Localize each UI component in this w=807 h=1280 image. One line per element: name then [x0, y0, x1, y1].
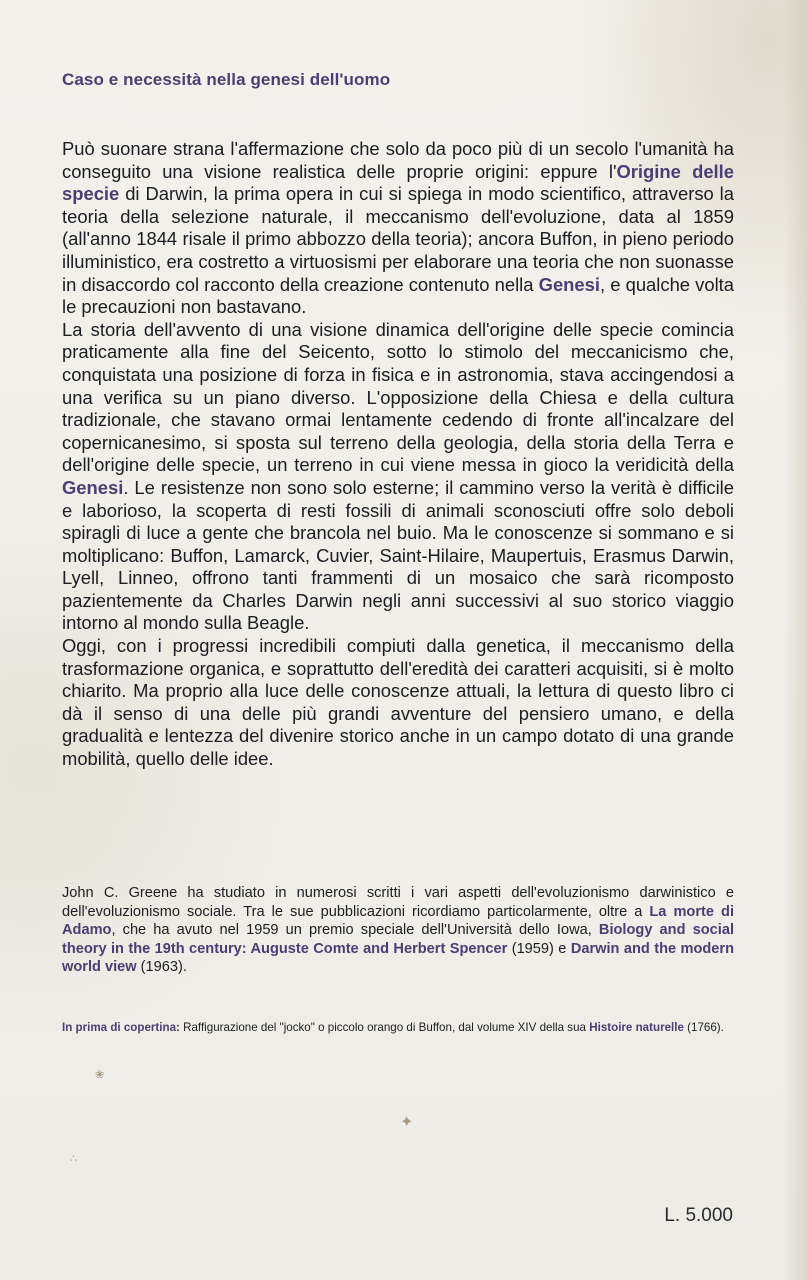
title-histoire-naturelle: Histoire naturelle	[589, 1021, 684, 1034]
blurb-text	[62, 138, 734, 771]
worn-edge	[783, 0, 807, 1280]
text-run: Raffigurazione del "jocko" o piccolo orango di Buffon, dal volume XIV della sua	[179, 1021, 590, 1034]
text-run: John C. Greene ha studiato in numerosi scritti i vari aspetti dell'evoluzionismo darwinistico e dell'evoluzionismo sociale. Tra le sue pubblicazioni ricordiamo particolarmente, oltre a	[62, 885, 734, 920]
book-title-genesi: Genesi	[62, 476, 124, 498]
stain-mark: ∴	[70, 1153, 77, 1165]
text-run: (1963).	[136, 959, 187, 976]
text-run: (1766).	[683, 1021, 724, 1034]
text-run: , che ha avuto nel 1959 un premio speciale dell'Università dello Iowa,	[111, 922, 599, 939]
book-title-origine: Origine delle specie	[62, 160, 734, 205]
title-biology-social-theory: Biology and social theory in the 19th century: Auguste Comte and Herbert Spencer	[62, 922, 734, 957]
cover-heading: Caso e necessità nella genesi dell'uomo	[62, 70, 391, 89]
author-bio	[62, 884, 734, 977]
title-la-morte-di-adamo: La morte di Adamo	[62, 903, 734, 939]
text-run: Oggi, con i progressi incredibili compiuti dalla genetica, il meccanismo della trasformazione organica, e soprattutto dell'eredità dei caratteri acquisiti, si è molto chiarito. Ma proprio alla luce delle conoscenze attuali, la lettura di questo libro ci dà il senso di una delle più grandi avventure del pensiero umano, e della gradualità e lentezza del divenire storico anche in un campo dotato di una grande mobilità, quello delle idee.	[62, 635, 734, 770]
stain-mark: ❀	[95, 1069, 105, 1081]
caption-label: In prima di copertina:	[62, 1021, 180, 1034]
blurb-paragraph-1	[62, 138, 734, 319]
text-run: di Darwin, la prima opera in cui si spiega in modo scientifico, attraverso la teoria della selezione naturale, il meccanismo dell'evoluzione, data al 1859 (all'anno 1844 risale il primo abbozzo della teoria); ancora Buffon, in pieno periodo illuministico, era costretto a virtuosismi per elaborare una teoria che non suonasse in disaccordo col racconto della creazione contenuto nella	[62, 183, 734, 295]
text-run: Può suonare strana l'affermazione che solo da poco più di un secolo l'umanità ha conseguito una visione realistica delle proprie origini: eppure l'	[62, 138, 734, 182]
text-run: La storia dell'avvento di una visione dinamica dell'origine delle specie comincia praticamente alla fine del Seicento, sotto lo stimolo del meccanicismo che, conquistata una posizione di forza in fisica e in astronomia, stava accingendosi a una verifica su un piano diverso. L'opposizione della Chiesa e della cultura tradizionale, che stavano ormai lentamente cedendo di fronte all'incalzare del copernicanesimo, si sposta sul terreno della geologia, della storia della Terra e dell'origine delle specie, un terreno in cui viene messa in gioco la veridicità della	[62, 318, 734, 476]
text-run: (1959) e	[507, 940, 571, 957]
stain-mark: ✦	[400, 1114, 414, 1131]
blurb-paragraph-2	[62, 319, 734, 635]
title-darwin-modern-world: Darwin and the modern world view	[62, 940, 735, 976]
cover-caption	[62, 1020, 734, 1035]
book-title-genesi: Genesi	[538, 273, 600, 295]
text-run: . Le resistenze non sono solo esterne; il cammino verso la verità è difficile e laborioso, la scoperta di resti fossili di animali sconosciuti offre solo deboli spiragli di luce a gente che brancola nel buio. Ma le conoscenze si sommano e si moltiplicano: Buffon, Lamarck, Cuvier, Saint-Hilaire, Maupertuis, Erasmus Darwin, Lyell, Linneo, offrono tanti frammenti di un mosaico che sarà ricomposto pazientemente da Charles Darwin negli anni successivi al suo storico viaggio intorno al mondo sulla Beagle.	[62, 476, 734, 634]
text-run: , e qualche volta le precauzioni non bastavano.	[62, 273, 735, 318]
price-label: L. 5.000	[664, 1205, 733, 1226]
blurb-paragraph-3	[62, 635, 734, 771]
